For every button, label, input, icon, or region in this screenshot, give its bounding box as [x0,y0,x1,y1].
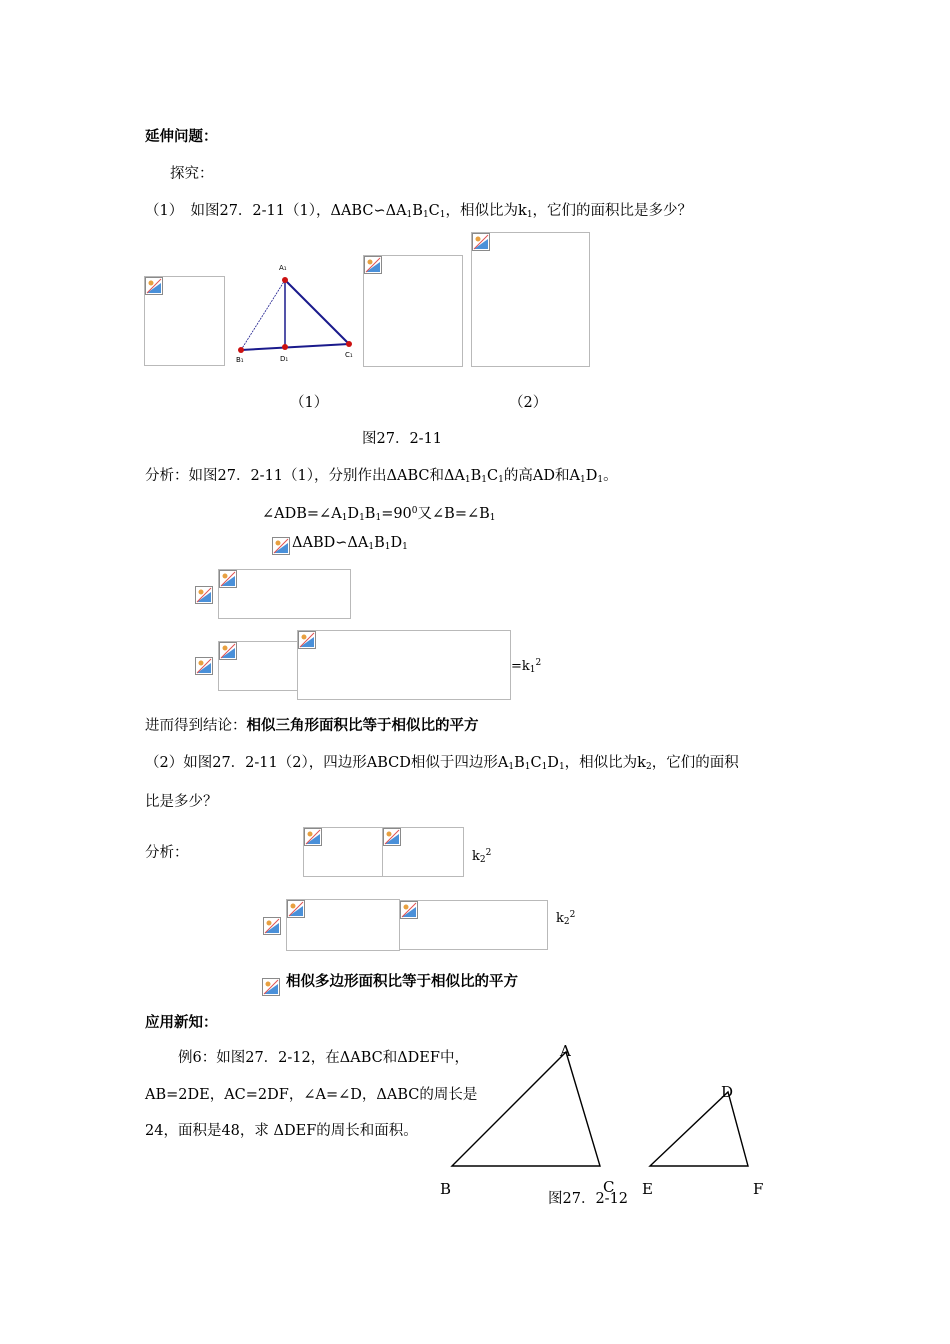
point-d1 [282,344,288,350]
image-placeholder-frame [382,827,464,877]
broken-image-icon [304,828,322,846]
k2-squared-a: $k_2^2$ [472,848,492,865]
broken-image-icon [400,901,418,919]
broken-image-icon [298,631,316,649]
label-a1: A₁ [279,264,287,272]
image-placeholder-frame [144,276,225,366]
triangle-def [650,1092,748,1166]
equation-k1-squared: $=k_1^2$ [511,658,542,675]
equation-angle: $\angle ADB=\angle A_1D_1B_1=90^0$又$\angle B=\angle B_1$ [262,506,496,523]
broken-image-icon [383,828,401,846]
figure-title-27-2-12: 图27．2-12 [548,1191,629,1207]
broken-image-icon [219,570,237,588]
broken-image-icon [272,537,290,555]
question-2-line-2: 比是多少？ [145,794,218,810]
conclusion-2-text: 相似多边形面积比等于相似比的平方 [286,974,518,990]
equation-similar: $\Delta ABD∽\Delta A_1B_1D_1$ [292,535,408,552]
analysis-1: 分析：如图27．2-11（1），分别作出ΔABC和$\Delta A_1B_1C_1$的高AD和$A_1D_1$。 [145,468,618,485]
triangle-a1b1c1-figure [228,258,363,370]
figure-caption-2: （2） [509,395,548,411]
image-placeholder-frame [218,641,300,691]
broken-image-icon [263,917,281,935]
section-heading-apply: 应用新知： [145,1015,218,1031]
label-a: A [560,1042,571,1060]
broken-image-icon [262,978,280,996]
image-placeholder-frame [218,569,351,619]
broken-image-icon [195,586,213,604]
conclusion-1-label: 进而得到结论： [145,718,247,734]
point-b1 [238,347,244,353]
figure-title-27-2-11: 图27．2-11 [362,431,443,447]
image-placeholder-frame [286,899,400,951]
triangles-abc-def-figure [440,1040,780,1180]
broken-image-icon [287,900,305,918]
image-placeholder-frame [399,900,548,950]
triangle-abc [452,1052,600,1166]
image-placeholder-frame [471,232,590,367]
k2-squared-b: $k_2^2$ [556,910,576,927]
conclusion-1-text: 相似三角形面积比等于相似比的平方 [246,718,479,734]
broken-image-icon [364,256,382,274]
q1-similar: $\Delta ABC∽\Delta A_1B_1C_1$ [330,203,446,220]
example-line-1: 例6：如图27．2-12，在ΔABC和ΔDEF中， [178,1050,469,1066]
conclusion-1 [145,716,479,736]
label-c: C [603,1178,615,1196]
label-b1: B₁ [236,356,244,364]
question-2: （2）如图27．2-11（2），四边形ABCD相似于四边形$A_1B_1C_1D_1$，相似比为$k_2$，它们的面积 [145,755,739,772]
q1-prefix: （1） 如图27．2-11（1）， [145,203,331,219]
image-placeholder-frame [297,630,511,700]
question-1: （1） 如图27．2-11（1），$\Delta ABC∽\Delta A_1B_1C_1$，相似比为$k_1$，它们的面积比是多少？ [145,203,693,220]
image-placeholder-frame [363,255,463,367]
broken-image-icon [195,657,213,675]
label-d1: D₁ [280,355,289,363]
label-d: D [721,1083,734,1101]
explore-label: 探究： [170,166,214,182]
point-c1 [346,341,352,347]
point-a1 [282,277,288,283]
label-f: F [753,1180,764,1198]
broken-image-icon [472,233,490,251]
example-line-2: AB=2DE，AC=2DF，∠A=∠D，ΔABC的周长是 [145,1087,478,1103]
analysis-2-label: 分析： [145,845,189,861]
label-e: E [642,1180,653,1198]
figure-caption-1: （1） [290,395,329,411]
broken-image-icon [145,277,163,295]
label-b: B [440,1180,452,1198]
section-heading-extension: 延伸问题： [145,129,218,145]
broken-image-icon [219,642,237,660]
image-placeholder-frame [303,827,383,877]
label-c1: C₁ [345,351,353,359]
example-line-3: 24，面积是48，求 ΔDEF的周长和面积。 [145,1123,418,1139]
